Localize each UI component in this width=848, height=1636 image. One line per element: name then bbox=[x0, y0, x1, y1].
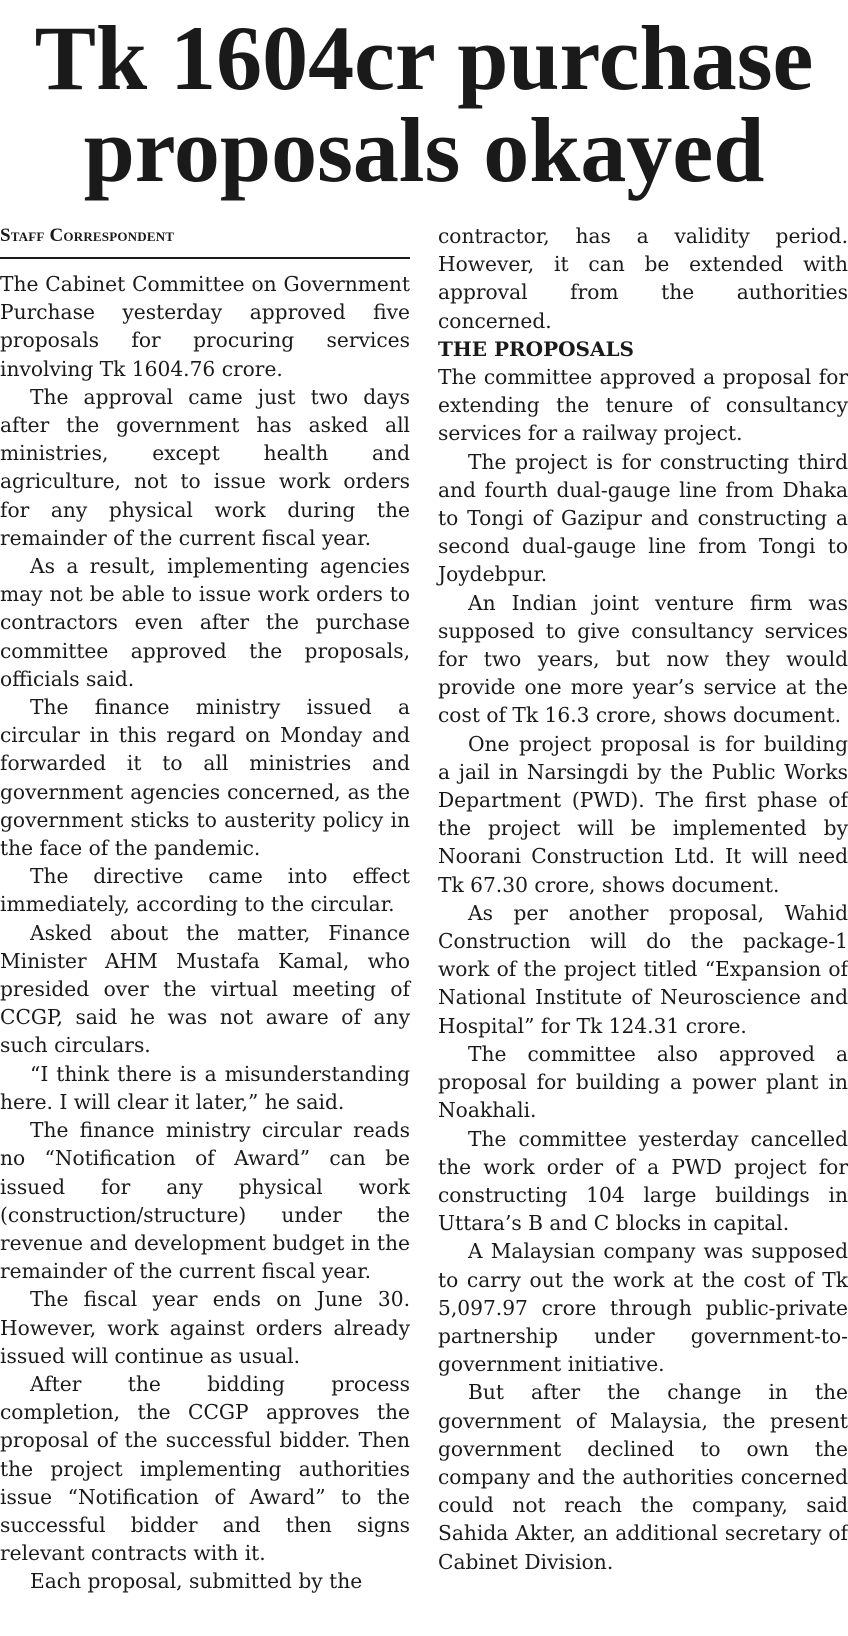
body-paragraph: As a result, implementing agencies may not be able to issue work orders to contractors even after the purchase committee approved the proposals, officials said. bbox=[0, 554, 410, 691]
body-paragraph: One project proposal is for building a jail in Narsingdi by the Public Works Department (PWD). The first phase of the project will be implemented by Noorani Construction Ltd. It will need Tk 67.30 crore, shows document. bbox=[438, 731, 848, 897]
continued-paragraph: contractor, has a validity period. However, it can be extended with approval from the authorities concerned. bbox=[438, 224, 848, 333]
body-paragraph: The finance ministry circular reads no “Notification of Award” can be issued for any physical work (construction/structure) under the revenue and development budget in the remainder of the current fiscal year. bbox=[0, 1118, 410, 1284]
section-subhead: THE PROPOSALS bbox=[438, 336, 634, 361]
body-paragraph: A Malaysian company was supposed to carry out the work at the cost of Tk 5,097.97 crore through public-private partnership under government-to-government initiative. bbox=[438, 1239, 848, 1377]
body-paragraph: The project is for constructing third and fourth dual-gauge line from Dhaka to Tongi of Gazipur and constructing a second dual-gauge line from Tongi to Joydebpur. bbox=[438, 449, 848, 587]
body-paragraph: The committee yesterday cancelled the work order of a PWD project for constructing 104 large buildings in Uttara’s B and C blocks in capital. bbox=[438, 1126, 848, 1236]
body-paragraph: But after the change in the government of Malaysia, the present government declined to own the company and the authorities concerned could not reach the company, said Sahida Akter, an additional secretary of Cabinet Division. bbox=[438, 1380, 848, 1574]
headline bbox=[0, 7, 848, 201]
body-paragraph: The fiscal year ends on June 30. However, work against orders already issued will continue as usual. bbox=[0, 1287, 410, 1368]
left-column bbox=[0, 270, 410, 1596]
byline: Staff Correspondent bbox=[0, 225, 410, 259]
body-paragraph: An Indian joint venture firm was supposed to give consultancy services for two years, but now they would provide one more year’s service at the cost of Tk 16.3 crore, shows document. bbox=[438, 590, 848, 728]
headline-line-2: proposals okayed bbox=[83, 99, 765, 201]
body-paragraph: The committee approved a proposal for extending the tenure of consultancy services for a railway project. bbox=[438, 365, 848, 446]
body-paragraph: The directive came into effect immediately, according to the circular. bbox=[0, 864, 410, 917]
body-paragraph: As per another proposal, Wahid Construction will do the package-1 work of the project titled “Expansion of National Institute of Neuroscience and Hospital” for Tk 124.31 crore. bbox=[438, 900, 848, 1038]
headline-line-1: Tk 1604cr purchase bbox=[34, 7, 814, 109]
right-column bbox=[438, 222, 848, 1576]
body-paragraph: The approval came just two days after the government has asked all ministries, except health and agriculture, not to issue work orders for any physical work during the remainder of the current fiscal year. bbox=[0, 384, 410, 550]
body-paragraph: The finance ministry issued a circular in this regard on Monday and forwarded it to all ministries and government agencies concerned, as the government sticks to austerity policy in the face of the pandemic. bbox=[0, 695, 410, 861]
body-paragraph: After the bidding process completion, the CCGP approves the proposal of the successful bidder. Then the project implementing authorities issue “Notification of Award” to the successful bidder and then signs relevant contracts with it. bbox=[0, 1371, 410, 1566]
body-paragraph: Each proposal, submitted by the bbox=[30, 1569, 363, 1594]
body-paragraph: Asked about the matter, Finance Minister AHM Mustafa Kamal, who presided over the virtual meeting of CCGP, said he was not aware of any such circulars. bbox=[0, 920, 410, 1058]
body-paragraph: “I think there is a misunderstanding here. I will clear it later,” he said. bbox=[0, 1061, 410, 1114]
body-paragraph: The Cabinet Committee on Government Purchase yesterday approved five proposals for procuring services involving Tk 1604.76 crore. bbox=[0, 272, 410, 381]
body-paragraph: The committee also approved a proposal for building a power plant in Noakhali. bbox=[438, 1041, 848, 1123]
